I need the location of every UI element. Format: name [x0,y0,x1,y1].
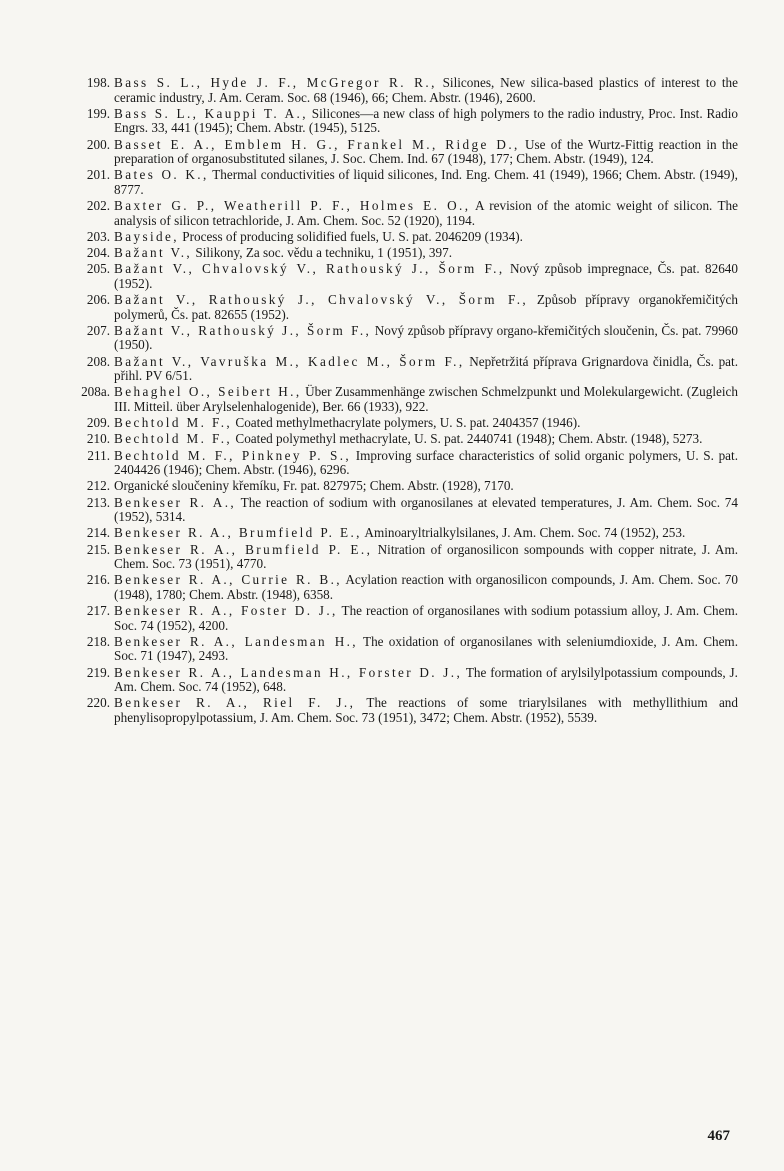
reference-item [72,526,738,541]
reference-item [72,573,738,602]
reference-item [72,666,738,695]
reference-number: 220. [86,695,110,711]
reference-text: Über Zusammenhänge zwischen Schmelzpunkt und Molekulargewicht. (Zugleich III. Mitteil. über Arylselenhalogenide), Ber. 66 (1933), 922. [114,384,738,414]
reference-text: The reaction of organosilanes with sodium potassium alloy, J. Am. Chem. Soc. 74 (1952), 4200. [114,603,739,633]
reference-number: 206. [86,292,110,308]
reference-body [114,573,738,602]
reference-body [114,293,738,322]
reference-text: Způsob přípravy organokřemičitých polymerů, Čs. pat. 82655 (1952). [114,292,738,322]
reference-number: 209. [86,415,110,431]
reference-body [114,324,738,353]
reference-body [114,262,738,291]
page-number: 467 [707,1128,730,1144]
reference-body [114,604,738,633]
reference-body [114,76,738,105]
reference-item [72,416,738,431]
reference-number: 211. [87,447,110,463]
reference-body [114,246,738,261]
reference-text: Acylation reaction with organosilicon compounds, J. Am. Chem. Soc. 70 (1948), 1780; Chem. Abstr. (1948), 6358. [114,572,738,602]
reference-authors: Baxter G. P., Weatherill P. F., Holmes E. O., [114,198,471,214]
reference-body [114,168,738,197]
reference-number: 215. [86,541,110,557]
reference-authors: Bažant V., Rathouský J., Šorm F., [114,322,372,338]
reference-item [72,385,738,414]
reference-authors: Bayside, [114,228,179,244]
reference-authors: Benkeser R. A., Brumfield P. E., [114,525,362,541]
reference-item [72,199,738,228]
reference-number: 208. [86,353,110,369]
reference-item [72,107,738,136]
reference-text: Silicones, New silica-based plastics of interest to the ceramic industry, J. Am. Ceram. Soc. 68 (1946), 66; Chem. Abstr. (1946), 2600. [114,75,738,105]
reference-item [72,76,738,105]
reference-authors: Bechtold M. F., [114,431,233,447]
reference-text: Improving surface characteristics of solid organic polymers, U. S. pat. 2404426 (1946); Chem. Abstr. (1946), 6296. [114,447,738,478]
reference-text: Aminoaryltrialkylsilanes, J. Am. Chem. Soc. 74 (1952), 253. [361,525,686,541]
reference-text: Coated methylmethacrylate polymers, U. S. pat. 2404357 (1946). [232,415,581,431]
reference-item [72,449,738,478]
reference-body [114,526,738,541]
reference-body [114,355,738,384]
reference-text: Thermal conductivities of liquid silicones, Ind. Eng. Chem. 41 (1949), 1966; Chem. Abstr. (1949), 8777. [114,167,738,197]
reference-body [114,543,738,572]
reference-text: The reaction of sodium with organosilanes at elevated temperatures, J. Am. Chem. Soc. 74 (1952), 5314. [114,494,738,525]
reference-text: Nitration of organosilicon sompounds with copper nitrate, J. Am. Chem. Soc. 73 (1951), 4770. [114,541,739,572]
reference-list [72,76,738,726]
reference-authors: Bažant V., [114,245,193,261]
reference-item [72,696,738,725]
reference-authors: Bass S. L., Kauppi T. A., [114,105,308,121]
reference-item [72,293,738,322]
reference-number: 198. [86,75,110,90]
reference-body [114,496,738,525]
reference-text: Organické sloučeniny křemíku, Fr. pat. 827975; Chem. Abstr. (1928), 7170. [114,478,514,494]
reference-item [72,324,738,353]
reference-item [72,432,738,447]
reference-body [114,230,738,245]
reference-body [114,449,738,478]
reference-item [72,496,738,525]
reference-number: 219. [86,664,110,680]
reference-authors: Benkeser R. A., Brumfield P. E., [114,541,373,557]
reference-authors: Benkeser R. A., Riel F. J., [114,695,356,711]
reference-item [72,604,738,633]
reference-number: 199. [86,105,110,121]
reference-text: The oxidation of organosilanes with seleniumdioxide, J. Am. Chem. Soc. 71 (1947), 2493. [114,633,738,664]
reference-body [114,479,738,494]
reference-authors: Bažant V., Vavruška M., Kadlec M., Šorm F., [114,353,465,369]
reference-number: 207. [86,322,110,338]
reference-text: The formation of arylsilylpotassium compounds, J. Am. Chem. Soc. 74 (1952), 648. [114,664,738,695]
reference-authors: Benkeser R. A., Currie R. B., [114,572,342,588]
reference-body [114,199,738,228]
reference-text: The reactions of some triarylsilanes with methyllithium and phenylisopropylpotassium, J. Am. Chem. Soc. 73 (1951), 3472; Chem. Abstr. (1952), 5539. [114,695,738,725]
reference-authors: Bechtold M. F., [114,415,233,431]
reference-item [72,635,738,664]
reference-number: 204. [86,245,110,261]
reference-authors: Bažant V., Chvalovský V., Rathouský J., Šorm F., [114,261,505,277]
reference-text: Use of the Wurtz-Fittig reaction in the preparation of organosubstituted silanes, J. Soc. Chem. Ind. 67 (1948), 177; Chem. Abstr. (1949), 124. [114,136,738,167]
reference-item [72,262,738,291]
reference-number: 214. [86,525,110,541]
reference-body [114,138,738,167]
reference-authors: Benkeser R. A., Foster D. J., [114,603,338,619]
reference-authors: Bažant V., Rathouský J., Chvalovský V., Šorm F., [114,292,529,308]
reference-text: Coated polymethyl methacrylate, U. S. pat. 2440741 (1948); Chem. Abstr. (1948), 5273. [232,431,703,447]
reference-authors: Benkeser R. A., Landesman H., Forster D. J., [114,664,463,680]
reference-authors: Benkeser R. A., [114,494,237,510]
reference-text: Nepřetržitá příprava Grignardova činidla, Čs. pat. přihl. PV 6/51. [114,353,738,384]
reference-item [72,543,738,572]
reference-authors: Benkeser R. A., Landesman H., [114,633,359,649]
reference-item [72,246,738,261]
reference-item [72,479,738,494]
reference-number: 218. [86,633,110,649]
reference-body [114,635,738,664]
reference-text: Nový způsob impregnace, Čs. pat. 82640 (1952). [114,261,738,291]
reference-item [72,168,738,197]
reference-authors: Bechtold M. F., Pinkney P. S., [114,447,352,463]
reference-body [114,416,738,431]
reference-number: 200. [86,136,110,152]
reference-body [114,432,738,447]
reference-body [114,107,738,136]
reference-number: 213. [86,494,110,510]
reference-text: Nový způsob přípravy organo-křemičitých sloučenin, Čs. pat. 79960 (1950). [114,322,738,353]
reference-text: Silicones—a new class of high polymers to the radio industry, Proc. Inst. Radio Engrs. 33, 441 (1945); Chem. Abstr. (1945), 5125. [114,105,738,136]
reference-text: Process of producing solidified fuels, U. S. pat. 2046209 (1934). [178,228,523,244]
reference-body [114,696,738,725]
reference-item [72,138,738,167]
reference-number: 205. [86,261,110,277]
reference-authors: Bates O. K., [114,167,209,183]
reference-body [114,666,738,695]
reference-number: 217. [86,603,110,619]
reference-number: 212. [86,478,110,494]
reference-number: 216. [86,572,110,588]
reference-number: 201. [86,167,110,183]
reference-authors: Basset E. A., Emblem H. G., Frankel M., Ridge D., [114,136,520,152]
reference-number: 210. [86,431,110,447]
reference-authors: Behaghel O., Seibert H., [114,384,302,400]
reference-text: Silikony, Za soc. vědu a techniku, 1 (1951), 397. [192,245,453,261]
reference-body [114,385,738,414]
reference-authors: Bass S. L., Hyde J. F., McGregor R. R., [114,75,437,90]
reference-number: 208a. [81,384,110,400]
reference-number: 202. [86,198,110,214]
reference-item [72,230,738,245]
reference-text: A revision of the atomic weight of silicon. The analysis of silicon tetrachloride, J. Am. Chem. Soc. 52 (1920), 1194. [114,198,739,228]
reference-number: 203. [86,228,110,244]
reference-item [72,355,738,384]
